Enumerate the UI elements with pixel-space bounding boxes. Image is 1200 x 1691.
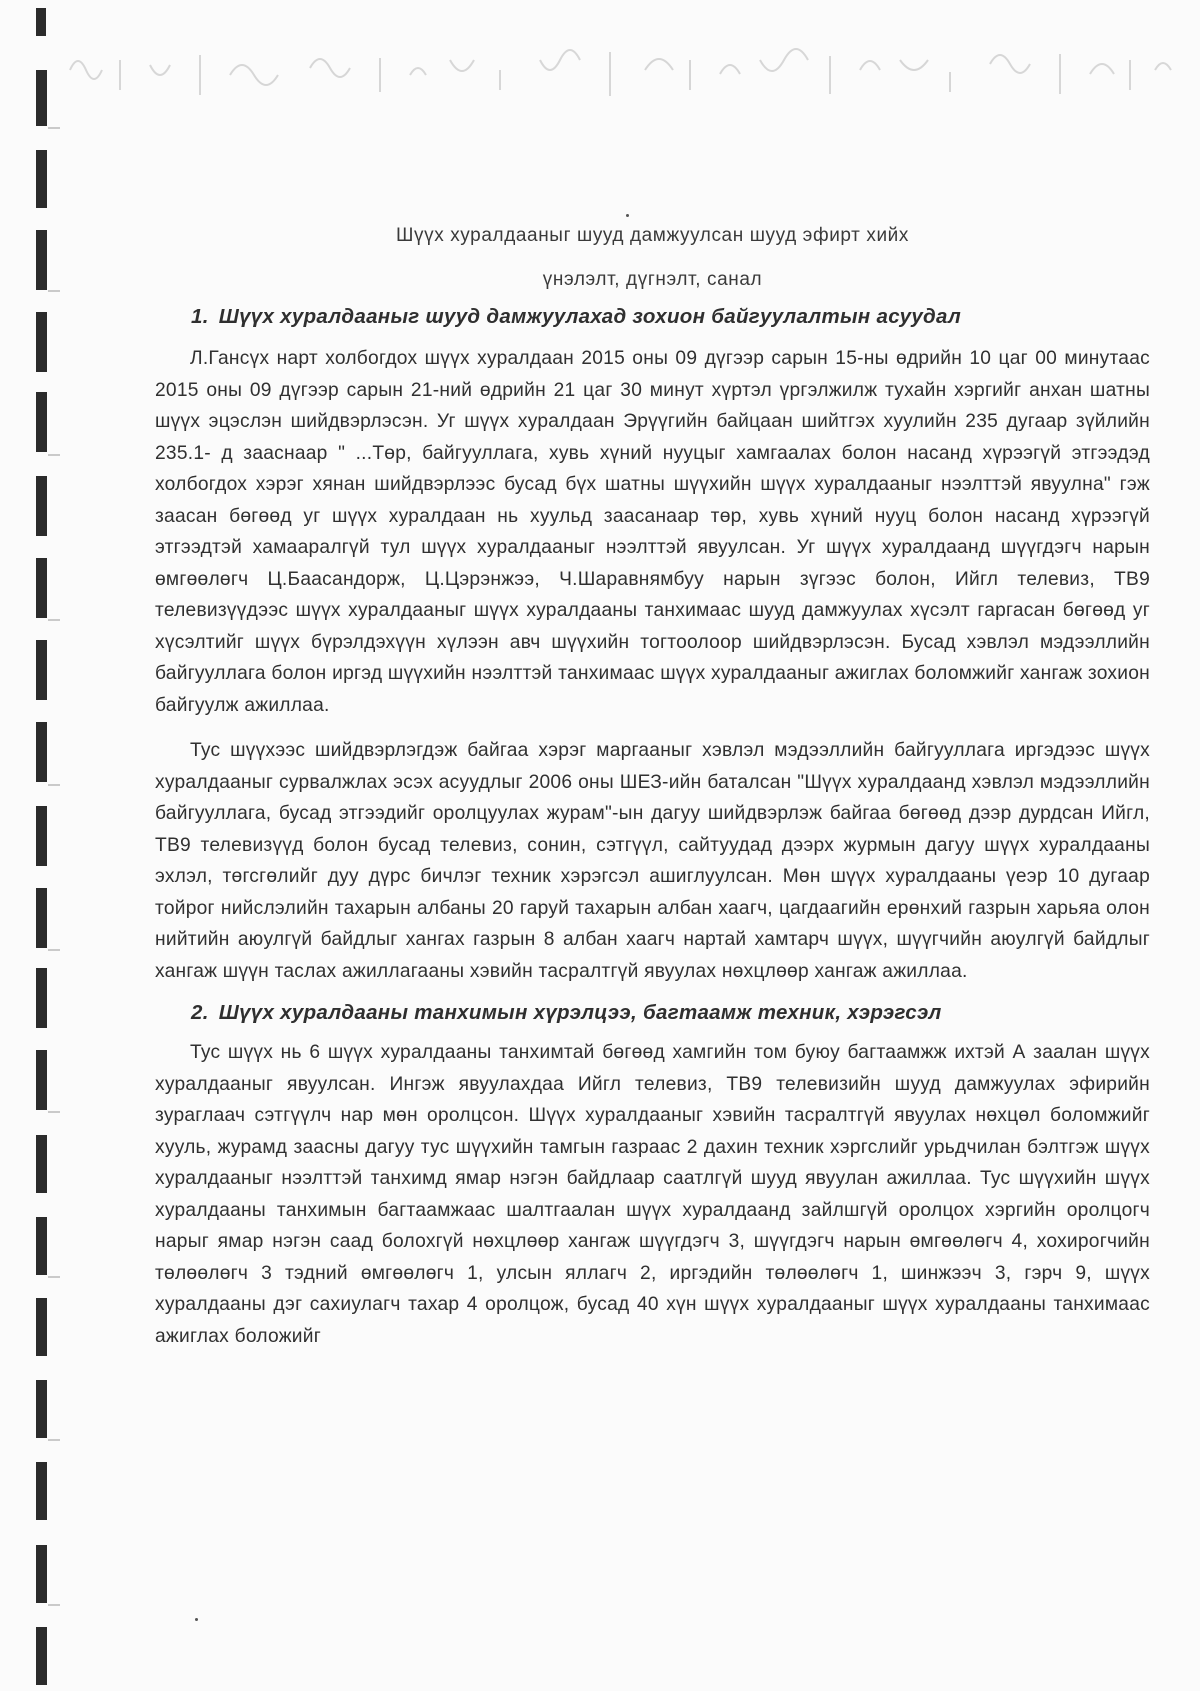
document-body	[155, 225, 1150, 1352]
scan-speck	[626, 214, 629, 217]
binding-marks	[0, 0, 70, 1691]
paragraph: Тус шүүх нь 6 шүүх хуралдааны танхимтай бөгөөд хамгийн том буюу багтаамжж ихтэй А заалан шүүх хуралдааныг явуулсан. Ингэж явуулахдаа Ийгл телевиз, ТВ9 телевизийн шууд дамжуулах эфирийн зураглаач сэтгүүлч нар мөн оролцсон. Шүүх хуралдааныг хэвийн тасралтгүй явуулах нөхцөл боломжийг хууль, журамд заасны дагуу тус шүүхийн тамгын газраас 2 дахин техник хэргслийг урьдчилан бэлтгэж шүүх хуралдааныг нээлттэй танхимд ямар нэгэн байдлаар саатлгүй шууд явуулан ажиллаа. Тус шүүхийн шүүх хуралдааны танхимын багтаамжаас шалтгаалан шүүх хуралдаанд зайлшгүй оролцох хэргийн оролцогч нарыг ямар нэгэн саад болохгүй нөхцлөөр хангаж шүүгдэгч 3, шүүгдэгч нарын өмгөөлөгч 4, хохирогчийн төлөөлөгч 3 тэдний өмгөөлөгч 1, улсын яллагч 2, иргэдийн төлөөлөгч 1, шинжээч 3, гэрч 9, шүүх хуралдааны дэг сахиулагч тахар 4 оролцож, бусад 40 хүн шүүх хуралдааныг шүүх хуралдааны танхимаас ажиглах боложийг	[155, 1042, 1150, 1347]
section-1-heading	[191, 305, 1150, 329]
scan-bleed-through	[60, 30, 1180, 110]
paragraph: Л.Гансүх нарт холбогдох шүүх хуралдаан 2015 оны 09 дүгээр сарын 15-ны өдрийн 10 цаг 00 минутаас 2015 оны 09 дүгээр сарын 21-ний өдрийн 21 цаг 30 минут хүртэл үргэлжилж тухайн хэргийг анхан шатны шүүх эцэслэн шийдвэрлэсэн. Уг шүүх хуралдаан Эрүүгийн байцаан шийтгэх хуулийн 235 дугаар зүйлийн 235.1- д зааснаар " ...Төр, байгууллага, хувь хүний нууцыг хамгаалах болон насанд хүрээгүй этгээдэд холбогдох хэрэг хянан шийдвэрлээс бусад бүх шатны шүүхийн шүүх хуралдааныг нээлттэй явуулна" гэж заасан бөгөөд уг шүүх хуралдаан нь хуульд заасанаар төр, хувь хүний нууц болон насанд хүрээгүй этгээдтэй хамааралгүй тул шүүх хуралдааныг нээлттэй явуулсан. Уг шүүх хуралдаанд шүүгдэгч нарын өмгөөлөгч Ц.Баасандорж, Ц.Цэрэнжээ, Ч.Шаравнямбуу нарын зүгээс болон, Ийгл телевиз, ТВ9 телевизүүдээс шүүх хуралдааныг шүүх хуралдааны танхимаас шууд дамжуулах хүсэлт гаргасан бөгөөд уг хүсэлтийг шүүх бүрэлдэхүүн хүлээн авч шүүхийн тогтоолоор шийдвэрлэсэн. Бусад хэвлэл мэдээллийн байгууллага болон иргэд шүүхийн нээлттэй танхимаас шүүх хуралдааныг ажиглах боломжийг хангаж зохион байгуулж ажиллаа.	[155, 348, 1150, 716]
scan-speck	[195, 1618, 198, 1621]
section-title: Шүүх хуралдааныг шууд дамжуулахад зохион байгуулалтын асуудал	[218, 305, 961, 328]
document-subtitle: үнэлэлт, дүгнэлт, санал	[542, 269, 763, 290]
section-title: Шүүх хуралдааны танхимын хүрэлцээ, багтаамж техник, хэрэгсэл	[218, 1001, 942, 1024]
section-number: 2.	[191, 1001, 209, 1024]
paragraph: Тус шүүхээс шийдвэрлэгдэж байгаа хэрэг маргааныг хэвлэл мэдээллийн байгууллага иргэдээс шүүх хуралдааныг сурвалжлах эсэх асуудлыг 2006 оны ШЕЗ-ийн баталсан "Шүүх хуралдаанд хэвлэл мэдээллийн байгууллага, бусад этгээдийг оролцуулах журам"-ын дагуу шийдвэрлэж байгаа бөгөөд дээр дурдсан Ийгл, ТВ9 телевизүүд болон бусад телевиз, сонин, сэтгүүл, сайтуудад дээрх журмын дагуу шүүх хуралдааны эхлэл, төгсгөлийг дуу дүрс бичлэг техник хэрэгсэл ашиглуулсан. Мөн шүүх хуралдааны үеэр 10 дугаар тойрог нийслэлийн тахарын албаны 20 гаруй тахарын албан хаагч, цагдаагийн ерөнхий газрын харьяа олон нийтийн аюулгүй байдлыг хангах газрын 8 албан хаагч нартай хамтарч шүүх, шүүгчийн аюулгүй байдлыг хангаж шүүн таслах ажиллагааны хэвийн тасралтгүй явуулах нөхцлөөр хангаж ажиллаа.	[155, 740, 1150, 982]
document-title: Шүүх хуралдааныг шууд дамжуулсан шууд эфирт хийх	[396, 225, 909, 246]
section-number: 1.	[191, 305, 209, 328]
section-2-heading	[191, 1001, 1150, 1025]
